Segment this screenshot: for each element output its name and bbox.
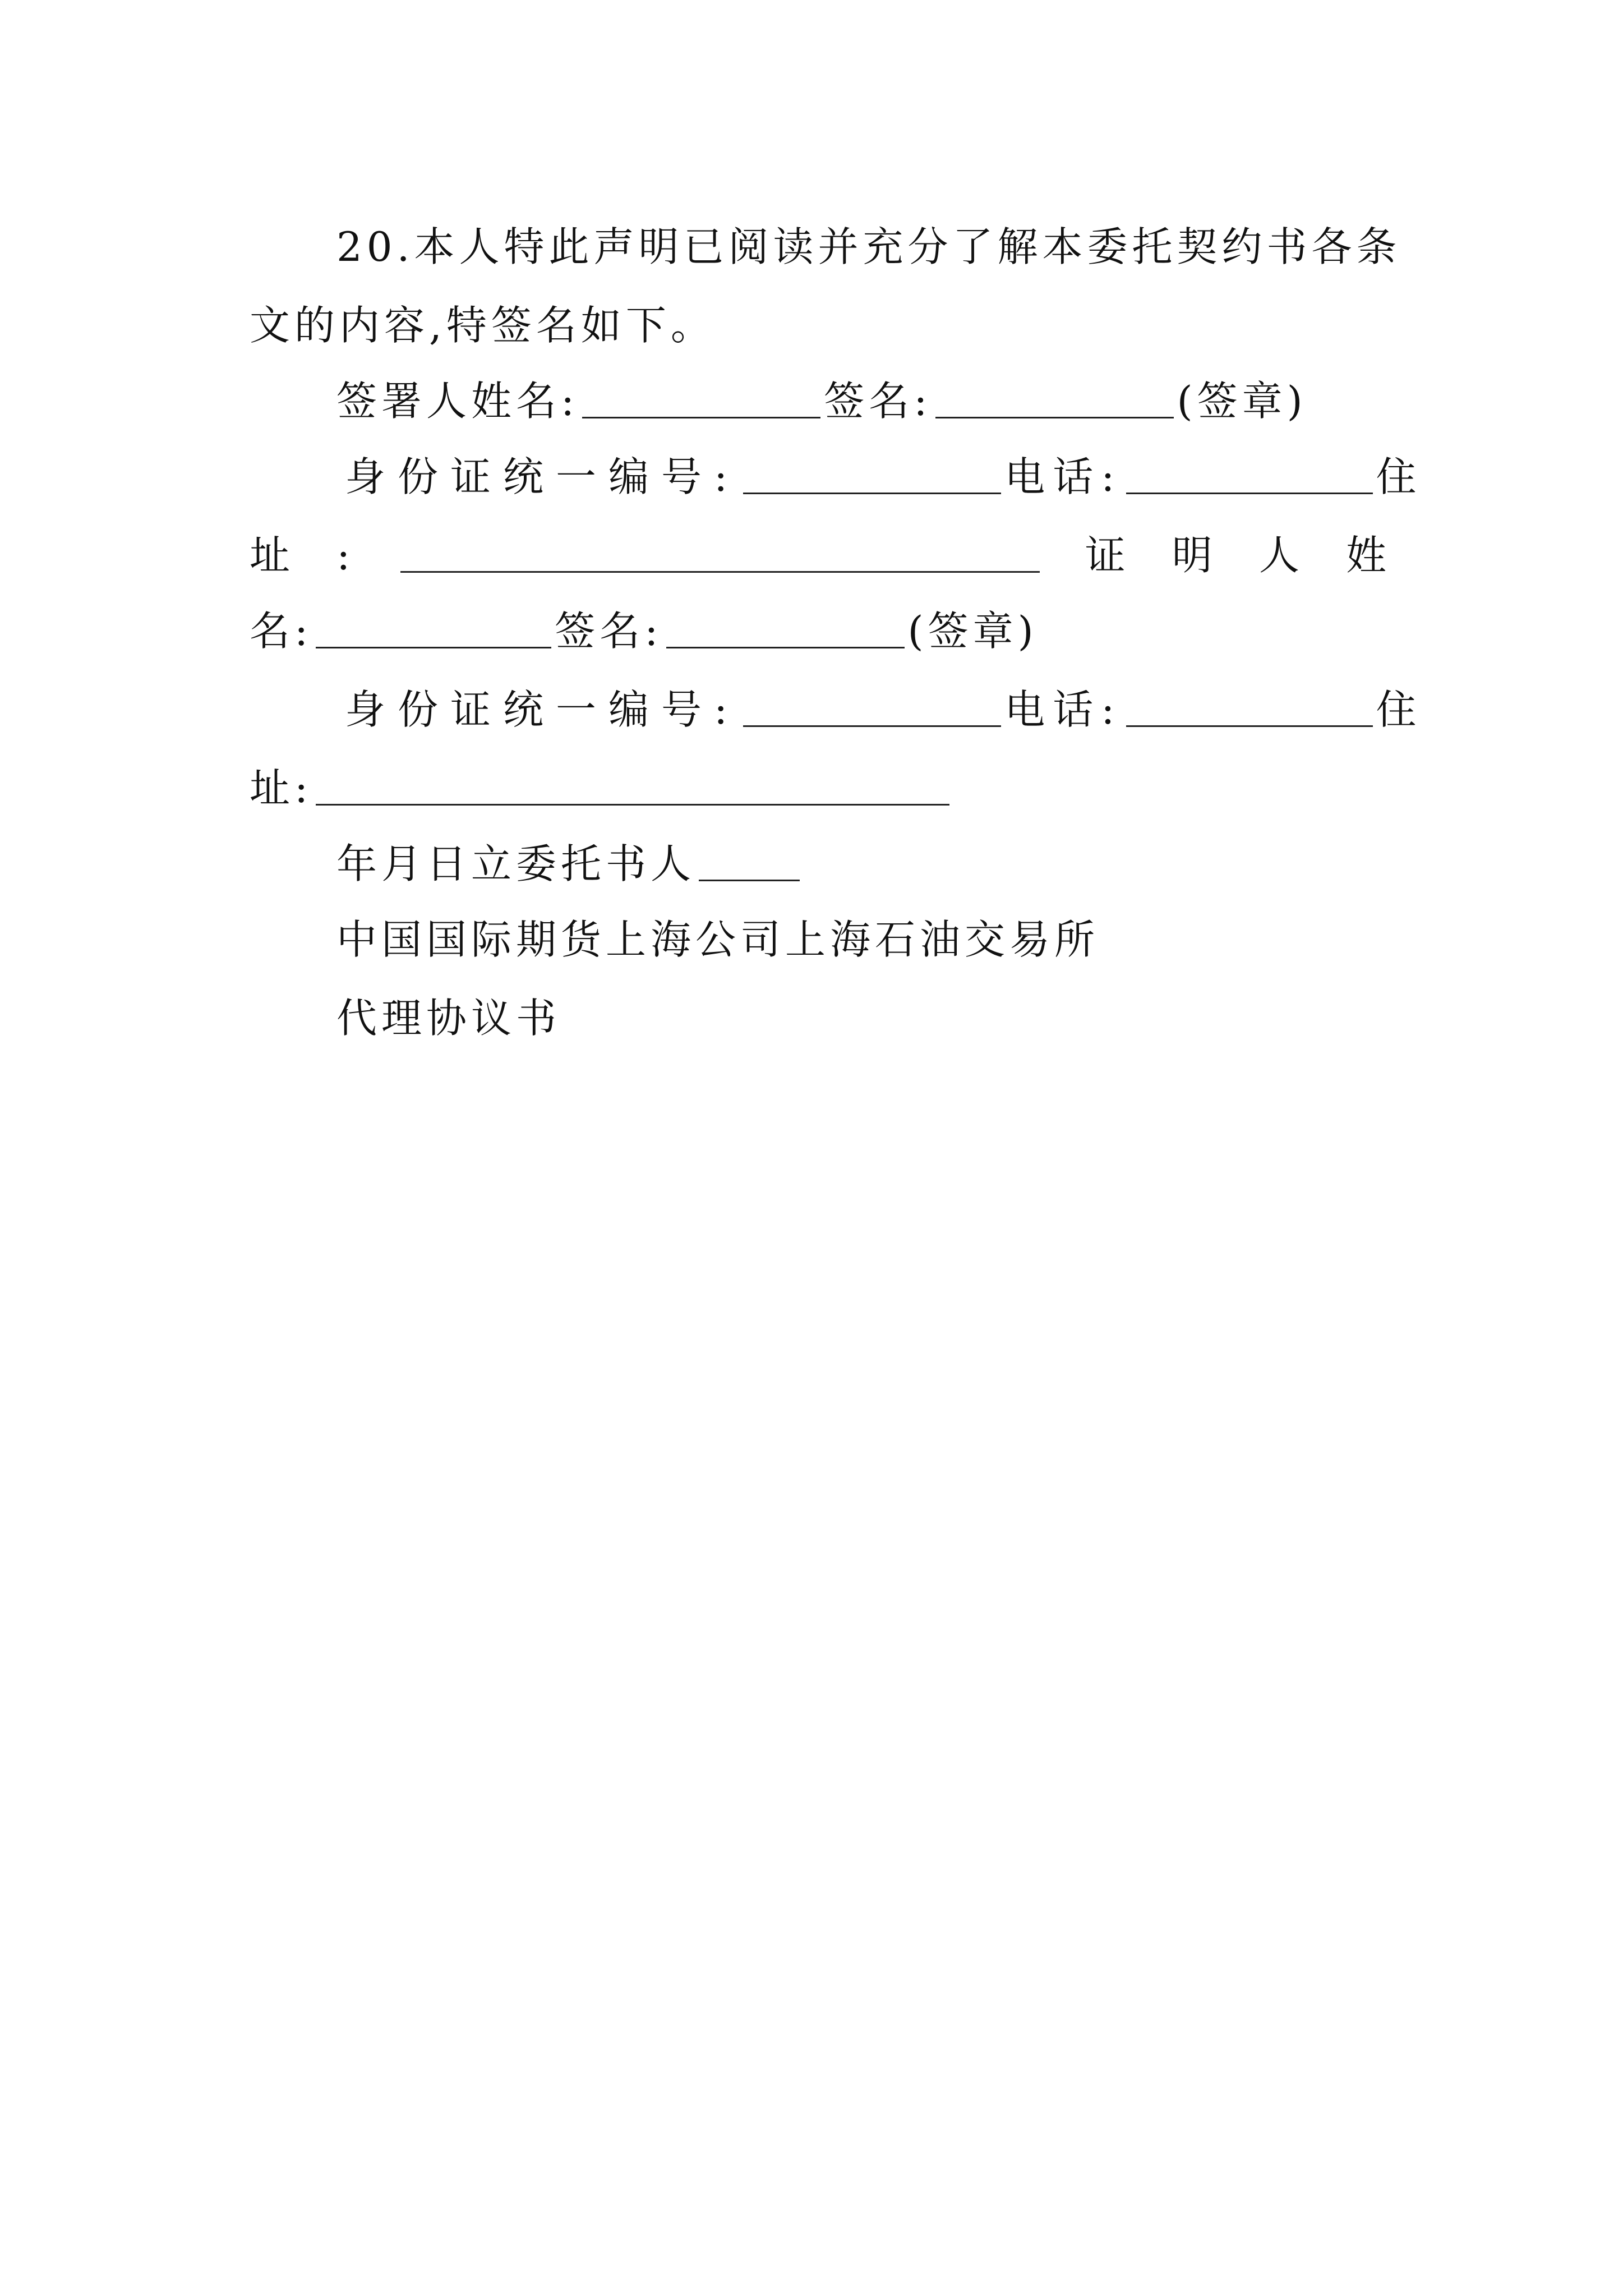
- address-label: 址:: [250, 765, 313, 812]
- phone-label: 电话:: [1004, 686, 1123, 733]
- agreement-title: [336, 979, 1391, 1057]
- address-char: 住: [1376, 686, 1421, 733]
- id-phone-row: [345, 438, 1421, 516]
- address-blank: [400, 539, 1040, 573]
- signature-blank: [935, 384, 1174, 418]
- company-text: 中国国际期货上海公司上海石油交易所: [336, 916, 1100, 963]
- id-blank: [743, 693, 1001, 727]
- phone-blank: [1126, 460, 1373, 494]
- signature-label: 签名:: [555, 608, 663, 655]
- signer-name-row: [336, 362, 1391, 440]
- address-blank: [316, 771, 949, 806]
- agreement-title-text: 代理协议书: [336, 995, 561, 1042]
- phone-label: 电话:: [1004, 453, 1123, 500]
- address-char: 址: [250, 532, 295, 579]
- date-line-text: 年月日立委托书人: [336, 840, 696, 887]
- id-blank: [743, 460, 1001, 494]
- witness-name-blank: [316, 614, 551, 648]
- address-witness-row: [250, 516, 1391, 595]
- signer-name-blank: [582, 384, 820, 418]
- phone-blank: [1126, 693, 1373, 727]
- signature-blank: [666, 614, 905, 648]
- witness-name-row: [250, 592, 1391, 670]
- signer-name-label: 签署人姓名:: [336, 378, 579, 425]
- address-colon: :: [336, 532, 355, 579]
- date-line: [336, 825, 1391, 903]
- address-char: 住: [1376, 453, 1421, 500]
- witness-char: 人: [1258, 532, 1304, 579]
- paragraph-20-line-1: [336, 208, 1401, 286]
- paragraph-text: 文的内容,特签名如下。: [250, 302, 716, 349]
- principal-blank: [699, 847, 800, 881]
- witness-char: 证: [1085, 532, 1130, 579]
- signature-label: 签名:: [824, 378, 932, 425]
- paragraph-text: 20.本人特此声明已阅读并充分了解本委托契约书各条: [336, 223, 1401, 270]
- company-line: [336, 900, 1391, 979]
- witness-name-label: 名:: [250, 608, 313, 655]
- id-label: 身份证统一编号:: [345, 686, 740, 733]
- witness-char: 姓: [1345, 532, 1391, 579]
- seal-label: (签章): [907, 608, 1038, 655]
- paragraph-20-line-2: [250, 286, 1391, 365]
- address-row-2: [250, 749, 1391, 827]
- witness-char: 明: [1172, 532, 1217, 579]
- id-phone-group: [345, 670, 1376, 749]
- id-phone-group: [345, 438, 1376, 516]
- id-label: 身份证统一编号:: [345, 453, 740, 500]
- id-phone-row-2: [345, 670, 1421, 749]
- seal-label: (签章): [1177, 378, 1307, 425]
